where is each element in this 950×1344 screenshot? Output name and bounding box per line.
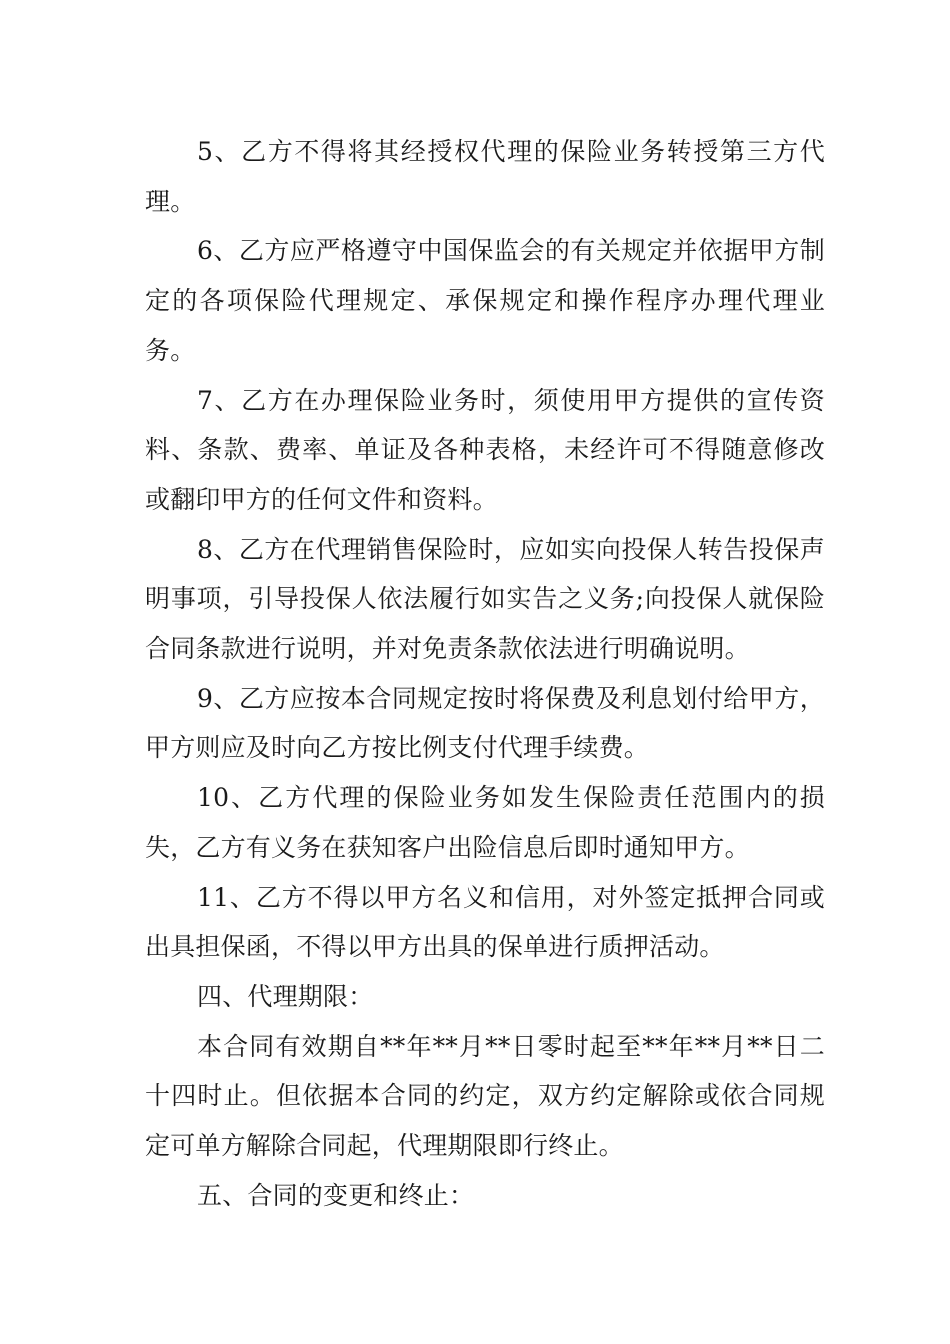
section-heading-agency-term: 四、代理期限： bbox=[197, 981, 374, 1011]
section-heading-change-termination: 五、合同的变更和终止： bbox=[197, 1180, 475, 1210]
clause-9: 9、乙方应按本合同规定按时将保费及利息划付给甲方，甲方则应及时向乙方按比例支付代理手续费。 bbox=[145, 683, 825, 763]
clause-11: 11、乙方不得以甲方名义和信用，对外签定抵押合同或出具担保函，不得以甲方出具的保单进行质押活动。 bbox=[145, 882, 825, 962]
document-body bbox=[145, 127, 825, 1220]
clause-7: 7、乙方在办理保险业务时，须使用甲方提供的宣传资料、条款、费率、单证及各种表格，未经许可不得随意修改或翻印甲方的任何文件和资料。 bbox=[145, 385, 825, 514]
agency-term-paragraph: 本合同有效期自**年**月**日零时起至**年**月**日二十四时止。但依据本合同的约定，双方约定解除或依合同规定可单方解除合同起，代理期限即行终止。 bbox=[145, 1031, 825, 1161]
clause-5: 5、乙方不得将其经授权代理的保险业务转授第三方代理。 bbox=[145, 137, 825, 216]
clause-8: 8、乙方在代理销售保险时，应如实向投保人转告投保声明事项，引导投保人依法履行如实告之义务;向投保人就保险合同条款进行说明，并对免责条款依法进行明确说明。 bbox=[145, 534, 825, 664]
clause-10: 10、乙方代理的保险业务如发生保险责任范围内的损失，乙方有义务在获知客户出险信息后即时通知甲方。 bbox=[145, 783, 825, 862]
clause-6: 6、乙方应严格遵守中国保监会的有关规定并依据甲方制定的各项保险代理规定、承保规定和操作程序办理代理业务。 bbox=[145, 236, 825, 365]
